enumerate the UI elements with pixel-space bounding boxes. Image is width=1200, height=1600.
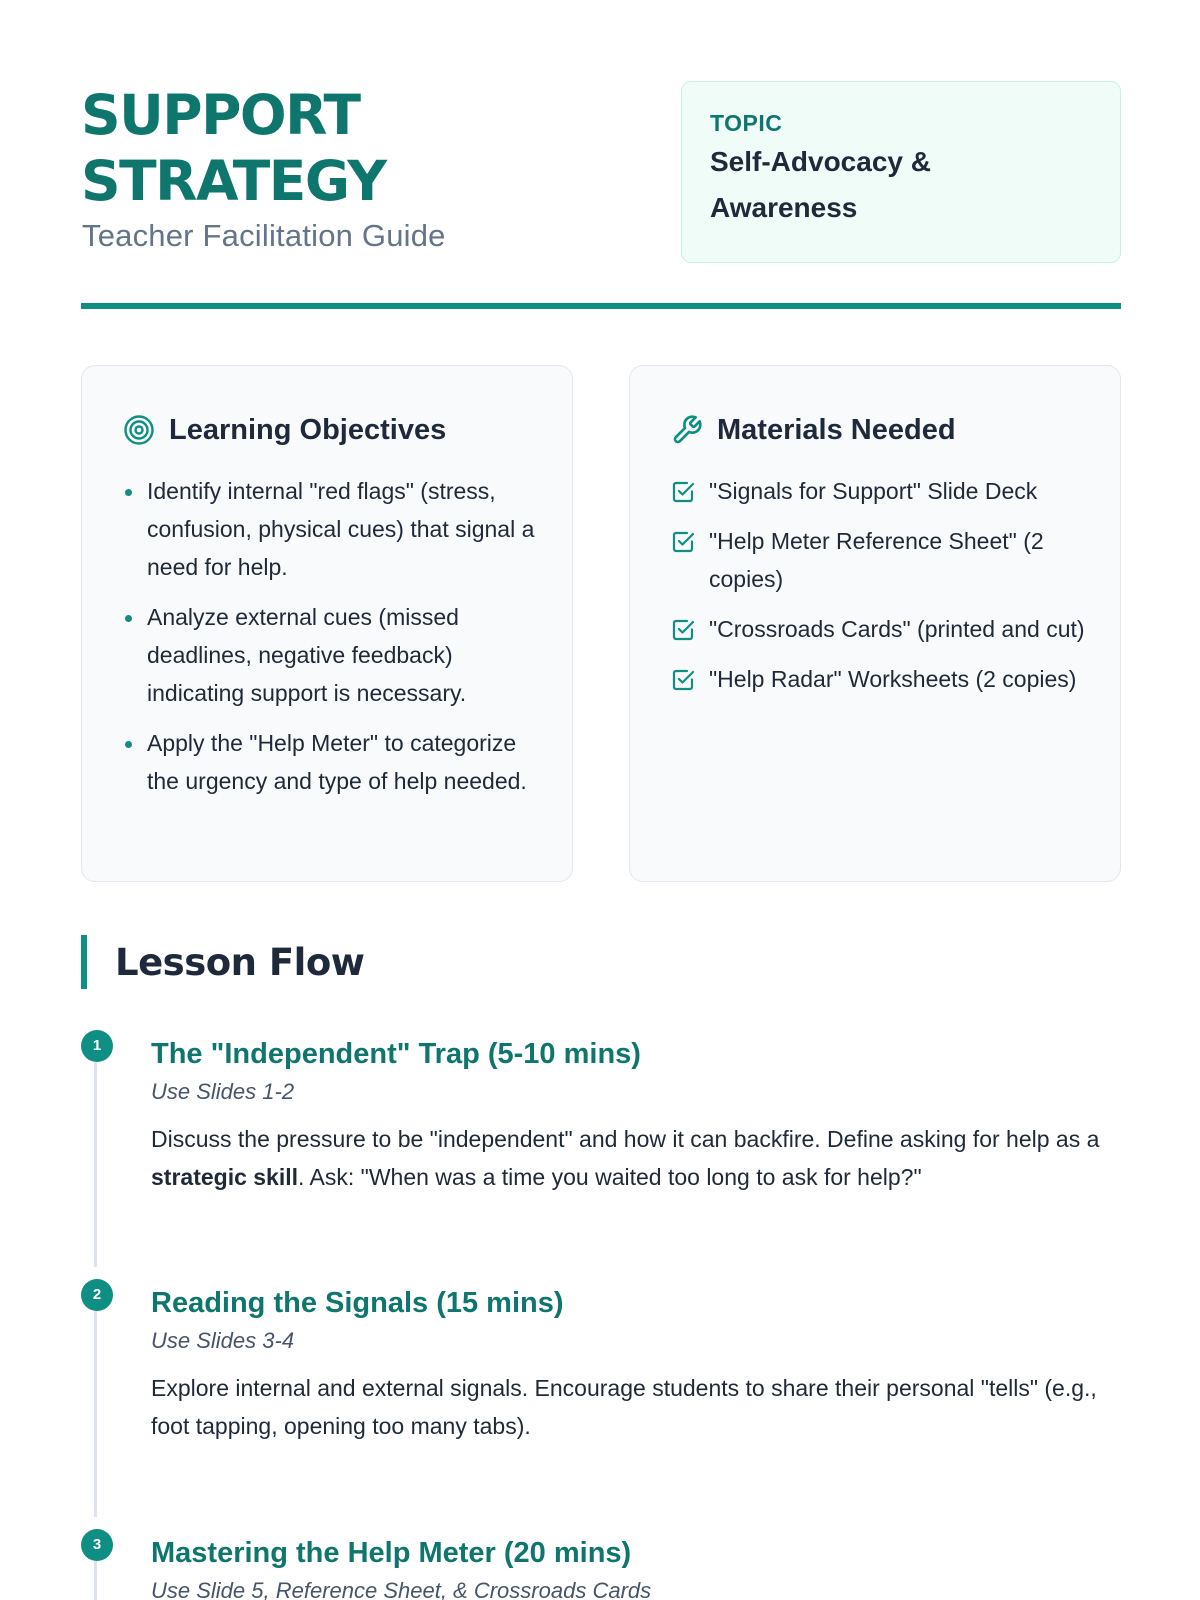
objective-text: Apply the "Help Meter" to categorize the urgency and type of help needed. <box>147 730 527 794</box>
header-divider <box>81 303 1121 309</box>
list-item <box>671 522 1091 598</box>
desc-text: Discuss the pressure to be "independent" and how it can backfire. Define asking for help as a <box>151 1126 1100 1152</box>
topic-box <box>681 81 1121 263</box>
objectives-title: Learning Objectives <box>169 414 447 446</box>
list-item <box>123 472 543 586</box>
step-number-badge: 3 <box>81 1529 113 1561</box>
materials-list <box>671 472 1091 710</box>
guide-page <box>81 0 1121 1600</box>
material-text: "Help Meter Reference Sheet" (2 copies) <box>709 528 1044 592</box>
step-title: Reading the Signals (15 mins) <box>151 1287 564 1319</box>
objective-text: Analyze external cues (missed deadlines, negative feedback) indicating support is necessary. <box>147 604 467 706</box>
materials-header <box>671 410 956 450</box>
heading-accent-bar <box>81 935 87 989</box>
topic-label: TOPIC <box>710 110 783 136</box>
step-slides: Use Slide 5, Reference Sheet, & Crossroads Cards <box>151 1578 652 1600</box>
topic-line-2: Awareness <box>710 192 858 223</box>
objectives-card <box>81 365 573 882</box>
material-text: "Help Radar" Worksheets (2 copies) <box>709 666 1077 692</box>
step-number-badge: 1 <box>81 1030 113 1062</box>
page-title <box>81 82 641 214</box>
desc-text: . Ask: "When was a time you waited too long to ask for help?" <box>298 1164 922 1190</box>
objectives-list <box>123 472 543 812</box>
checkbox-icon <box>671 480 695 504</box>
objective-text: Identify internal "red flags" (stress, confusion, physical cues) that signal a need for help. <box>147 478 535 580</box>
material-text: "Signals for Support" Slide Deck <box>709 478 1038 504</box>
step-number-badge: 2 <box>81 1279 113 1311</box>
target-icon <box>123 414 155 446</box>
title-line-2: STRATEGY <box>81 149 386 213</box>
desc-text: Explore internal and external signals. Encourage students to share their personal "tells" (e.g., foot tapping, opening too many tabs). <box>151 1375 1097 1439</box>
objectives-header <box>123 410 446 450</box>
checkbox-icon <box>671 530 695 554</box>
list-item <box>671 660 1091 698</box>
checkbox-icon <box>671 618 695 642</box>
timeline-line <box>94 1062 97 1267</box>
step-title: Mastering the Help Meter (20 mins) <box>151 1537 632 1569</box>
step-description <box>151 1120 1111 1196</box>
desc-bold-text: strategic skill <box>151 1164 299 1190</box>
bullet-icon <box>125 489 132 496</box>
list-item <box>123 724 543 800</box>
header <box>81 0 1121 310</box>
step-description <box>151 1369 1111 1445</box>
list-item <box>123 598 543 712</box>
topic-line-1: Self-Advocacy & <box>710 146 931 177</box>
timeline-line <box>94 1311 97 1517</box>
topic-value <box>710 139 1092 231</box>
list-item <box>671 610 1091 648</box>
page-subtitle: Teacher Facilitation Guide <box>82 218 446 253</box>
materials-title: Materials Needed <box>717 414 956 446</box>
title-line-1: SUPPORT <box>81 83 360 147</box>
lesson-flow-title: Lesson Flow <box>115 940 365 984</box>
materials-card <box>629 365 1121 882</box>
step-title: The "Independent" Trap (5-10 mins) <box>151 1038 641 1070</box>
step-slides: Use Slides 3-4 <box>151 1328 295 1353</box>
list-item <box>671 472 1091 510</box>
step-slides: Use Slides 1-2 <box>151 1079 295 1104</box>
bullet-icon <box>125 741 132 748</box>
bullet-icon <box>125 615 132 622</box>
checkbox-icon <box>671 668 695 692</box>
material-text: "Crossroads Cards" (printed and cut) <box>709 616 1085 642</box>
timeline-line <box>94 1561 97 1600</box>
wrench-icon <box>671 414 703 446</box>
lesson-flow-heading <box>81 935 364 989</box>
